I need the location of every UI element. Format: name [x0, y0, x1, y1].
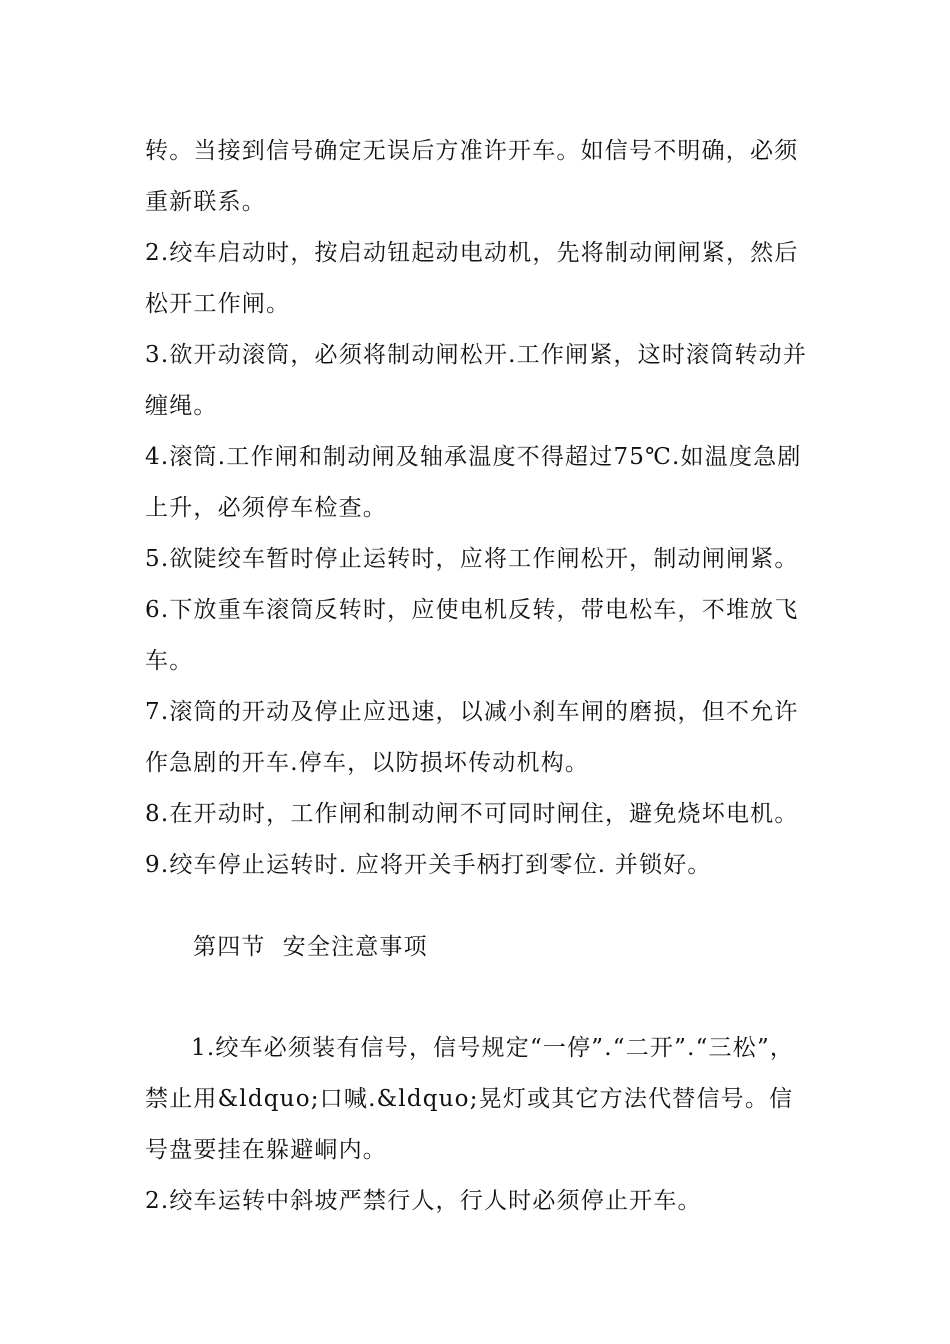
paragraph-item-3: 3.欲开动滚筒，必须将制动闸松开.工作闸紧，这时滚筒转动并缠绳。 — [145, 342, 808, 419]
body-text-bottom — [145, 1023, 810, 1227]
paragraph-item-5: 5.欲陡绞车暂时停止运转时，应将工作闸松开，制动闸闸紧。 — [145, 546, 799, 572]
body-text-top — [145, 126, 810, 891]
paragraph-item-2: 2.绞车启动时，按启动钮起动电动机，先将制动闸闸紧，然后松开工作闸。 — [145, 240, 799, 317]
paragraph-continuation: 转。当接到信号确定无误后方准许开车。如信号不明确，必须重新联系。 — [145, 138, 799, 215]
safety-item-1: 1.绞车必须装有信号，信号规定“一停”.“二开”.“三松”，禁止用&ldquo;口喊.&ldquo;晃灯或其它方法代替信号。信号盘要挂在躲避峒内。 — [145, 1035, 795, 1163]
section-heading: 第四节 安全注意事项 — [193, 934, 428, 960]
paragraph-item-6: 6.下放重车滚筒反转时，应使电机反转，带电松车，不堆放飞车。 — [145, 597, 799, 674]
paragraph-item-7: 7.滚筒的开动及停止应迅速，以减小刹车闸的磨损，但不允许作急剧的开车.停车，以防损坏传动机构。 — [145, 699, 799, 776]
paragraph-item-8: 8.在开动时，工作闸和制动闸不可同时闸住，避免烧坏电机。 — [145, 801, 799, 827]
paragraph-item-9: 9.绞车停止运转时. 应将开关手柄打到零位. 并锁好。 — [145, 852, 712, 878]
paragraph-item-4: 4.滚筒.工作闸和制动闸及轴承温度不得超过75℃.如温度急剧上升，必须停车检查。 — [145, 444, 802, 521]
safety-item-2: 2.绞车运转中斜坡严禁行人，行人时必须停止开车。 — [145, 1188, 702, 1214]
